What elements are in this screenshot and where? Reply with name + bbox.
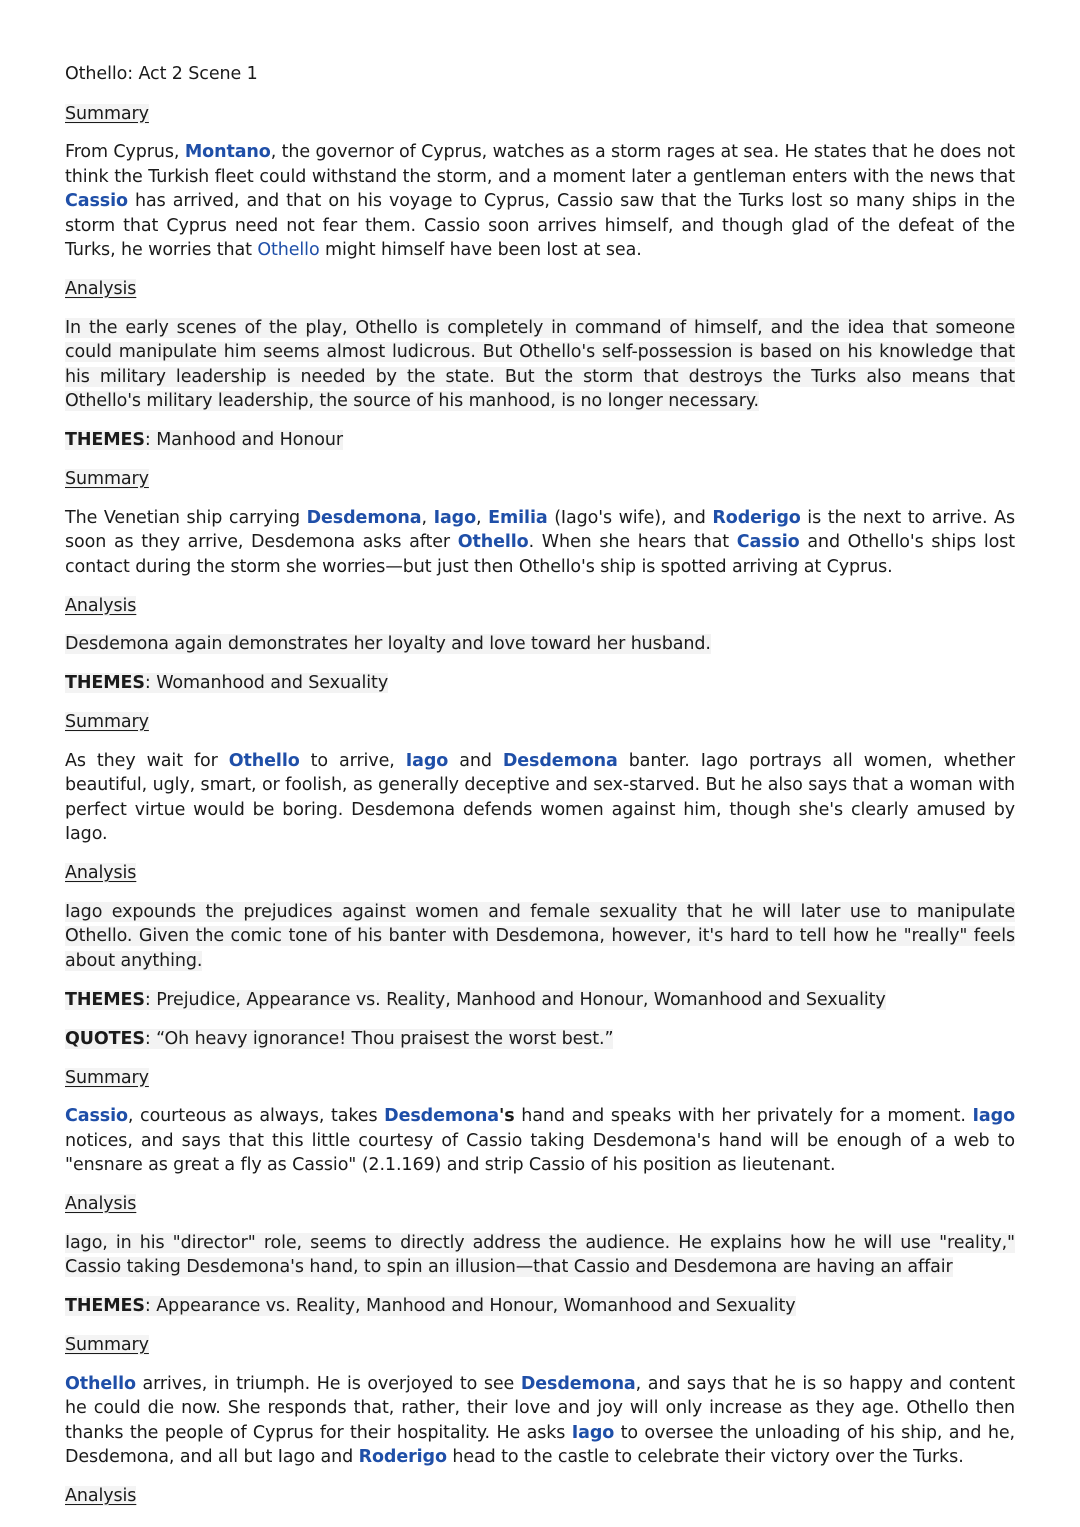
analysis-paragraph: Desdemona again demonstrates her loyalty and love toward her husband. [65,634,711,654]
summary-paragraph: The Venetian ship carrying Desdemona, Iago, Emilia (Iago's wife), and Roderigo is the next to arrive. As soon as they arrive, Desdemona asks after Othello. When she hears that Cassio and Othello's ships lost contact during the storm she worries—but just then Othello's ship is spotted arriving at Cyprus. [65,507,1015,577]
themes-line: THEMES: Womanhood and Sexuality [65,673,389,693]
document-page [65,62,1015,1523]
summary-heading: Summary [65,712,149,732]
quotes-line: QUOTES: “Oh heavy ignorance! Thou praisest the worst best.” [65,1028,614,1049]
analysis-heading: Analysis [65,279,137,299]
character-name: Iago [571,1422,615,1443]
analysis-paragraph: In the early scenes of the play, Othello is completely in command of himself, and the idea that someone could manipulate him seems almost ludicrous. But Othello's self-possession is based on his knowledge that his military leadership is needed by the state. But the storm that destroys the Turks also means that Othello's military leadership, the source of his manhood, is no longer necessary. [65,317,1015,411]
analysis-heading: Analysis [65,1486,137,1506]
analysis-heading: Analysis [65,595,137,616]
character-name: Desdemona [520,1373,636,1394]
character-name: Cassio [736,532,800,552]
analysis-paragraph: Iago expounds the prejudices against women and female sexuality that he will later use to manipulate Othello. Given the comic tone of his banter with Desdemona, however, it's hard to tell how he "really" feels about anything. [65,901,1015,971]
character-name: Othello [257,240,320,260]
summary-heading: Summary [65,103,149,124]
character-name: Desdemona [384,1106,499,1126]
summary-paragraph: Othello arrives, in triumph. He is overjoyed to see Desdemona, and says that he is so happy and content he could die now. She responds that, rather, their love and joy will only increase as they age. Othello then thanks the people of Cyprus for their hospitality. He asks Iago to oversee the unloading of his ship, and he, Desdemona, and all but Iago and Roderigo head to the castle to celebrate their victory over the Turks. [65,1373,1015,1467]
analysis-paragraph: Iago, in his "director" role, seems to directly address the audience. He explains how he will use "reality," Cassio taking Desdemona's hand, to spin an illusion—that Cassio and Desdemona are having an affair [65,1232,1015,1277]
document-title: Othello: Act 2 Scene 1 [65,64,258,84]
summary-heading: Summary [65,1335,149,1355]
summary-heading: Summary [65,1067,149,1088]
character-name: Othello [228,750,300,771]
character-name: Iago [405,750,449,771]
character-name: Roderigo [358,1447,447,1467]
analysis-heading: Analysis [65,1194,137,1214]
character-name: Desdemona [502,750,618,771]
themes-line: THEMES: Prejudice, Appearance vs. Reality, Manhood and Honour, Womanhood and Sexuality [65,989,886,1010]
themes-line: THEMES: Appearance vs. Reality, Manhood and Honour, Womanhood and Sexuality [65,1296,796,1316]
summary-paragraph: From Cyprus, Montano, the governor of Cyprus, watches as a storm rages at sea. He states that he does not think the Turkish fleet could withstand the storm, and a moment later a gentleman enters with the news that Cassio has arrived, and that on his voyage to Cyprus, Cassio saw that the Turks lost so many ships in the storm that Cyprus need not fear them. Cassio soon arrives himself, and though glad of the defeat of the Turks, he worries that Othello might himself have been lost at sea. [65,142,1015,260]
summary-paragraph: Cassio, courteous as always, takes Desdemona's hand and speaks with her privately for a moment. Iago notices, and says that this little courtesy of Cassio taking Desdemona's hand will be enough of a web to "ensnare as great a fly as Cassio" (2.1.169) and strip Cassio of his position as lieutenant. [65,1106,1015,1175]
character-name: Emilia [488,507,548,528]
character-name: Iago [433,507,477,528]
character-name: Roderigo [712,507,801,528]
character-name: Othello [65,1373,136,1394]
character-name: Othello [457,532,529,552]
character-name: Cassio [65,191,128,211]
themes-line: THEMES: Manhood and Honour [65,430,343,450]
character-name: Iago [972,1106,1015,1126]
summary-heading: Summary [65,469,149,489]
analysis-heading: Analysis [65,863,137,883]
summary-paragraph: As they wait for Othello to arrive, Iago and Desdemona banter. Iago portrays all women, whether beautiful, ugly, smart, or foolish, as generally deceptive and sex-starved. But he also says that a woman with perfect virtue would be boring. Desdemona defends women against him, though she's clearly amused by Iago. [65,750,1015,844]
character-name: Montano [184,142,271,162]
character-name: Desdemona [306,507,422,528]
character-name: Cassio [65,1106,128,1126]
